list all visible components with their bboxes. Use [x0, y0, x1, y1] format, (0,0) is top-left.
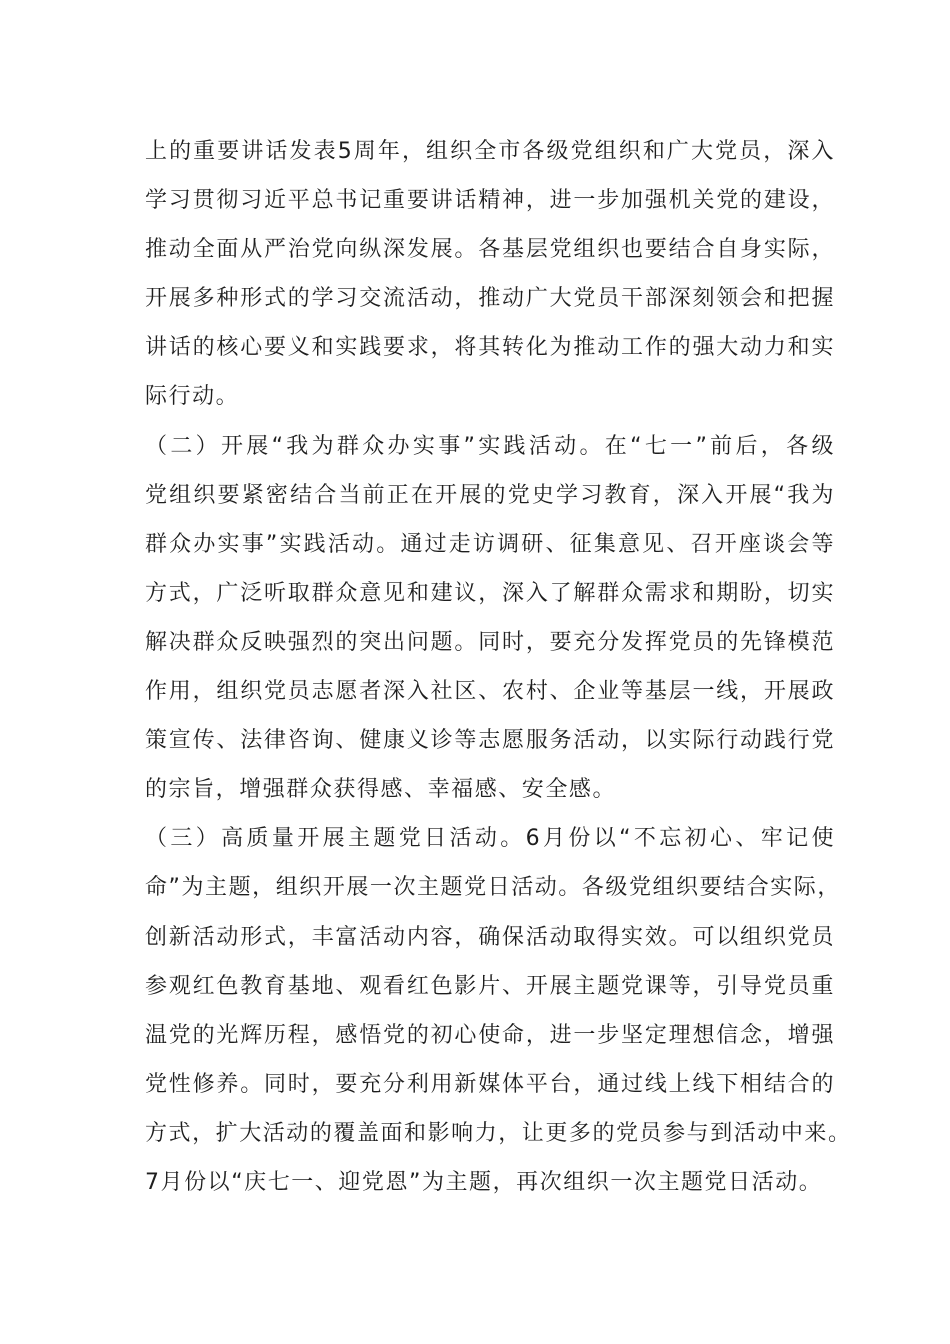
- text-line: 方式，广泛听取群众意见和建议，深入了解群众需求和期盼，切实: [145, 580, 835, 606]
- text-line: 推动全面从严治党向纵深发展。各基层党组织也要结合自身实际，: [145, 237, 835, 263]
- text-line: 的宗旨，增强群众获得感、幸福感、安全感。: [145, 777, 617, 803]
- text-line: 讲话的核心要义和实践要求，将其转化为推动工作的强大动力和实: [145, 335, 835, 361]
- text-line: 参观红色教育基地、观看红色影片、开展主题党课等，引导党员重: [145, 973, 835, 999]
- text-line: 创新活动形式，丰富活动内容，确保活动取得实效。可以组织党员: [145, 924, 835, 950]
- text-line: 上的重要讲话发表5周年，组织全市各级党组织和广大党员，深入: [145, 139, 835, 164]
- text-line: 开展多种形式的学习交流活动，推动广大党员干部深刻领会和把握: [145, 286, 835, 312]
- text-line: 7月份以“庆七一、迎党恩”为主题，再次组织一次主题党日活动。: [145, 1169, 823, 1195]
- text-line: 际行动。: [145, 384, 240, 410]
- text-line: 策宣传、法律咨询、健康义诊等志愿服务活动，以实际行动践行党: [145, 728, 835, 754]
- section-heading-line: （二）开展“我为群众办实事”实践活动。在“七一”前后，各级: [145, 433, 835, 459]
- text-line: 作用，组织党员志愿者深入社区、农村、企业等基层一线，开展政: [145, 679, 835, 705]
- text-line: 解决群众反映强烈的突出问题。同时，要充分发挥党员的先锋模范: [145, 629, 835, 655]
- text-line: 温党的光辉历程，感悟党的初心使命，进一步坚定理想信念，增强: [145, 1022, 835, 1048]
- text-line: 方式，扩大活动的覆盖面和影响力，让更多的党员参与到活动中来。: [145, 1120, 852, 1146]
- text-line: 命”为主题，组织开展一次主题党日活动。各级党组织要结合实际，: [145, 875, 841, 901]
- text-line: 党组织要紧密结合当前正在开展的党史学习教育，深入开展“我为: [145, 482, 835, 508]
- text-line: 党性修养。同时，要充分利用新媒体平台，通过线上线下相结合的: [145, 1071, 835, 1097]
- document-body: [145, 127, 852, 1207]
- text-line: 群众办实事”实践活动。通过走访调研、征集意见、召开座谈会等: [145, 531, 835, 557]
- text-line: 学习贯彻习近平总书记重要讲话精神，进一步加强机关党的建设，: [145, 188, 835, 214]
- section-heading-line: （三）高质量开展主题党日活动。6月份以“不忘初心、牢记使: [145, 826, 835, 852]
